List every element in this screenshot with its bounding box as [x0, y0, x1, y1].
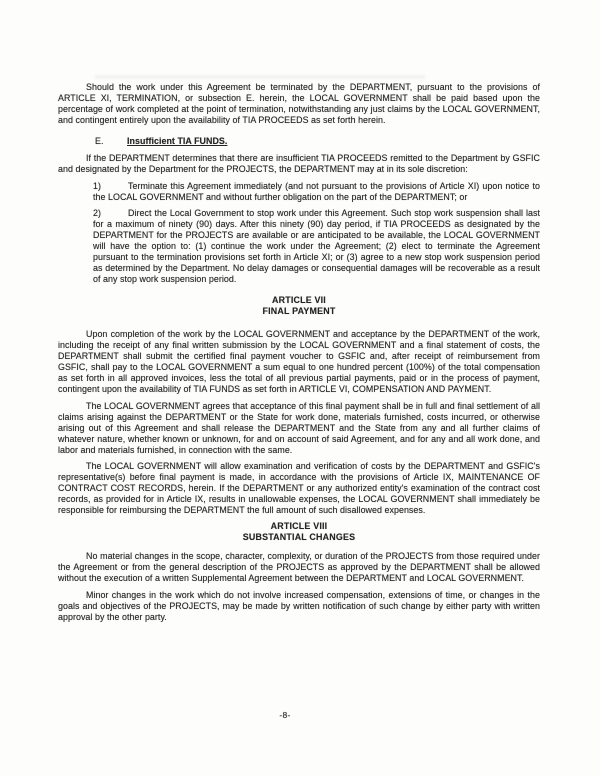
option-2-text: Direct the Local Government to stop work under this Agreement. Such stop work suspension shall last for a maximum of ninety (90) days. After this ninety (90) day period, if TIA PROCEEDS as designated by the DEPARTMENT for the PROJECTS are available or are anticipated to be available, the LOCAL GOVERNMENT will have the option to: (1) continue the work under the Agreement; (2) elect to terminate the Agreement pursuant to the termination provisions set forth in Article XI; or (3) agree to a new stop work suspension period as determined by the Department. No delay damages or consequential damages will be recoverable as a result of any stop work suspension period. [93, 208, 540, 284]
scan-artifact [95, 75, 425, 79]
substantial-changes-paragraph-2: Minor changes in the work which do not involve increased compensation, extensions of time, or changes in the goals and objectives of the PROJECTS, may be made by written notification of such change by either party with written approval by the other party. [58, 590, 540, 622]
section-e-heading [95, 136, 540, 147]
option-1-marker: 1) [93, 181, 101, 191]
termination-payment-paragraph: Should the work under this Agreement be terminated by the DEPARTMENT, pursuant to the provisions of ARTICLE XI, TERMINATION, or subsection E. herein, the LOCAL GOVERNMENT shall be paid based upon the percentage of work completed at the point of termination, notwithstanding any just claims by the LOCAL GOVERNMENT, and contingent entirely upon the availability of TIA PROCEEDS as set forth herein. [58, 82, 540, 125]
article-viii-heading: ARTICLE VIII [270, 521, 328, 531]
final-payment-paragraph-3: The LOCAL GOVERNMENT will allow examination and verification of costs by the DEPARTMENT and GSFIC's representative(s) before final payment is made, in accordance with the provisions of Article IX, MAINTENANCE OF CONTRACT COST RECORDS, herein. If the DEPARTMENT or any authorized entity's examination of the contract cost records, as provided for in Article IX, results in unallowable expenses, the LOCAL GOVERNMENT shall immediately be responsible for reimbursing the DEPARTMENT the full amount of such disallowed expenses. [58, 461, 540, 515]
page-number: -8- [279, 710, 291, 720]
article-viii-subheading: SUBSTANTIAL CHANGES [242, 532, 356, 542]
option-2-item [93, 208, 540, 285]
substantial-changes-paragraph-1: No material changes in the scope, character, complexity, or duration of the PROJECTS from those required under the Agreement or from the general description of the PROJECTS as approved by the DEPARTMENT shall be allowed without the execution of a written Supplemental Agreement between the DEPARTMENT and LOCAL GOVERNMENT. [58, 551, 540, 583]
article-vii-subheading: FINAL PAYMENT [262, 306, 336, 316]
option-1-text: Terminate this Agreement immediately (and not pursuant to the provisions of Article XI) upon notice to the LOCAL GOVERNMENT and without further obligation on the part of the DEPARTMENT; or [93, 181, 540, 202]
final-payment-paragraph-2: The LOCAL GOVERNMENT agrees that acceptance of this final payment shall be in full and final settlement of all claims arising against the DEPARTMENT or the State for work done, materials furnished, costs incurred, or otherwise arising out of this Agreement and shall release the DEPARTMENT and the State from any and all further claims of whatever nature, whether known or unknown, for and on account of said Agreement, and for any and all work done, and labor and materials furnished, in connection with the same. [58, 401, 540, 455]
option-2-marker: 2) [93, 208, 101, 218]
article-viii-heading-block [58, 521, 540, 543]
section-e-title: Insufficient TIA FUNDS. [127, 136, 228, 146]
article-vii-heading-block [58, 295, 540, 317]
option-1-item [93, 181, 540, 203]
section-e-marker: E. [95, 136, 104, 146]
article-vii-heading: ARTICLE VII [272, 295, 326, 305]
final-payment-paragraph-1: Upon completion of the work by the LOCAL GOVERNMENT and acceptance by the DEPARTMENT of the work, including the receipt of any final written submission by the LOCAL GOVERNMENT and a final statement of costs, the DEPARTMENT shall submit the certified final payment voucher to GSFIC and, after receipt of reimbursement from GSFIC, shall pay to the LOCAL GOVERNMENT a sum equal to one hundred percent (100%) of the total compensation as set forth in all approved invoices, less the total of all previous partial payments, paid or in the process of payment, contingent upon the availability of TIA FUNDS as set forth in ARTICLE VI, COMPENSATION AND PAYMENT. [58, 329, 540, 394]
document-body [58, 82, 540, 623]
insufficient-funds-paragraph: If the DEPARTMENT determines that there are insufficient TIA PROCEEDS remitted to the Department by GSFIC and designated by the Department for the PROJECTS, the DEPARTMENT may at in its sole discretion: [58, 153, 540, 174]
